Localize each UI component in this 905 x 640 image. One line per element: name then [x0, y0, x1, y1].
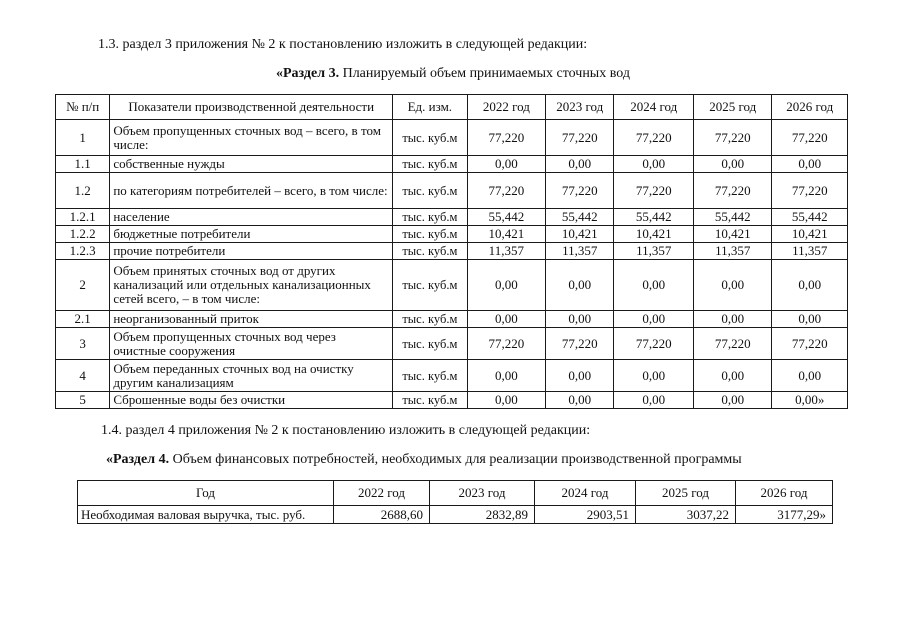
- row-unit: тыс. куб.м: [393, 173, 467, 209]
- row-indicator: неорганизованный приток: [110, 311, 393, 328]
- value-2022: 0,00: [467, 360, 545, 392]
- table-row: [56, 392, 848, 409]
- section4-heading-text: Объем финансовых потребностей, необходимых для реализации производственной программы: [169, 452, 742, 467]
- table-row: [56, 120, 848, 156]
- row-number: 1.2.2: [56, 226, 110, 243]
- col-header-year: Год: [78, 481, 334, 506]
- value-2022: 0,00: [467, 156, 545, 173]
- row-unit: тыс. куб.м: [393, 328, 467, 360]
- value-2026: 0,00»: [772, 392, 848, 409]
- value-2026: 77,220: [772, 328, 848, 360]
- value-2025: 11,357: [693, 243, 771, 260]
- row-number: 4: [56, 360, 110, 392]
- section3-heading-bold: «Раздел 3.: [276, 66, 340, 81]
- value-2024: 55,442: [614, 209, 694, 226]
- row-indicator: Объем пропущенных сточных вод через очистные сооружения: [110, 328, 393, 360]
- value-2023: 10,421: [546, 226, 614, 243]
- value-2026: 0,00: [772, 360, 848, 392]
- col-header-2025: 2025 год: [636, 481, 736, 506]
- value-2023: 55,442: [546, 209, 614, 226]
- value-2023: 0,00: [546, 360, 614, 392]
- value-2022: 0,00: [467, 311, 545, 328]
- col-header-2023: 2023 год: [430, 481, 535, 506]
- row-number: 1.2.3: [56, 243, 110, 260]
- row-number: 1.2.1: [56, 209, 110, 226]
- value-2024: 77,220: [614, 173, 694, 209]
- table-header-row: [78, 481, 833, 506]
- value-2025: 77,220: [693, 120, 771, 156]
- value-2023: 0,00: [546, 311, 614, 328]
- row-indicator: Объем пропущенных сточных вод – всего, в том числе:: [110, 120, 393, 156]
- value-2025: 77,220: [693, 328, 771, 360]
- col-header-2023: 2023 год: [546, 95, 614, 120]
- col-header-number: № п/п: [56, 95, 110, 120]
- section3-table: [55, 94, 848, 409]
- table-row: [56, 156, 848, 173]
- section4-heading: [106, 452, 742, 468]
- value-2025: 0,00: [693, 311, 771, 328]
- value-2026: 77,220: [772, 173, 848, 209]
- value-2023: 2832,89: [430, 506, 535, 524]
- col-header-2022: 2022 год: [334, 481, 430, 506]
- value-2024: 0,00: [614, 260, 694, 311]
- value-2023: 0,00: [546, 260, 614, 311]
- value-2025: 55,442: [693, 209, 771, 226]
- row-indicator: население: [110, 209, 393, 226]
- value-2024: 77,220: [614, 328, 694, 360]
- col-header-2024: 2024 год: [535, 481, 636, 506]
- section4-table: [77, 480, 833, 524]
- col-header-indicator: Показатели производственной деятельности: [110, 95, 393, 120]
- table-row: [56, 173, 848, 209]
- value-2025: 0,00: [693, 360, 771, 392]
- section3-heading: [276, 66, 630, 82]
- table-row: [56, 260, 848, 311]
- table-row: [56, 328, 848, 360]
- value-2026: 0,00: [772, 156, 848, 173]
- value-2022: 77,220: [467, 328, 545, 360]
- section4-intro: 1.4. раздел 4 приложения № 2 к постановлению изложить в следующей редакции:: [101, 423, 591, 438]
- table-row: [56, 311, 848, 328]
- value-2022: 0,00: [467, 392, 545, 409]
- table-row: [56, 360, 848, 392]
- row-indicator: Необходимая валовая выручка, тыс. руб.: [78, 506, 334, 524]
- value-2022: 55,442: [467, 209, 545, 226]
- value-2026: 10,421: [772, 226, 848, 243]
- value-2023: 77,220: [546, 120, 614, 156]
- row-unit: тыс. куб.м: [393, 260, 467, 311]
- row-number: 5: [56, 392, 110, 409]
- value-2025: 0,00: [693, 260, 771, 311]
- table-row: [56, 243, 848, 260]
- value-2026: 0,00: [772, 260, 848, 311]
- value-2022: 2688,60: [334, 506, 430, 524]
- value-2026: 77,220: [772, 120, 848, 156]
- table-row: [56, 209, 848, 226]
- value-2022: 11,357: [467, 243, 545, 260]
- value-2026: 11,357: [772, 243, 848, 260]
- section3-intro: 1.3. раздел 3 приложения № 2 к постановлению изложить в следующей редакции:: [98, 37, 588, 52]
- value-2024: 11,357: [614, 243, 694, 260]
- value-2022: 0,00: [467, 260, 545, 311]
- value-2023: 0,00: [546, 156, 614, 173]
- row-indicator: собственные нужды: [110, 156, 393, 173]
- value-2024: 0,00: [614, 156, 694, 173]
- value-2026: 3177,29»: [736, 506, 833, 524]
- row-unit: тыс. куб.м: [393, 226, 467, 243]
- row-indicator: Объем принятых сточных вод от других канализаций или отдельных канализационных сетей всего, – в том числе:: [110, 260, 393, 311]
- row-unit: тыс. куб.м: [393, 392, 467, 409]
- row-unit: тыс. куб.м: [393, 120, 467, 156]
- table-header-row: [56, 95, 848, 120]
- value-2024: 77,220: [614, 120, 694, 156]
- row-number: 3: [56, 328, 110, 360]
- row-number: 1: [56, 120, 110, 156]
- value-2026: 0,00: [772, 311, 848, 328]
- value-2024: 10,421: [614, 226, 694, 243]
- col-header-2025: 2025 год: [693, 95, 771, 120]
- row-indicator: бюджетные потребители: [110, 226, 393, 243]
- value-2022: 77,220: [467, 173, 545, 209]
- value-2025: 3037,22: [636, 506, 736, 524]
- value-2024: 0,00: [614, 392, 694, 409]
- row-unit: тыс. куб.м: [393, 209, 467, 226]
- value-2022: 77,220: [467, 120, 545, 156]
- value-2025: 77,220: [693, 173, 771, 209]
- table-row: [78, 506, 833, 524]
- row-indicator: Объем переданных сточных вод на очистку другим канализациям: [110, 360, 393, 392]
- col-header-2026: 2026 год: [772, 95, 848, 120]
- section4-heading-bold: «Раздел 4.: [106, 452, 170, 467]
- row-unit: тыс. куб.м: [393, 360, 467, 392]
- value-2023: 77,220: [546, 328, 614, 360]
- value-2023: 11,357: [546, 243, 614, 260]
- row-number: 2.1: [56, 311, 110, 328]
- value-2026: 55,442: [772, 209, 848, 226]
- value-2022: 10,421: [467, 226, 545, 243]
- value-2024: 0,00: [614, 360, 694, 392]
- section3-heading-text: Планируемый объем принимаемых сточных вод: [339, 66, 630, 81]
- row-indicator: прочие потребители: [110, 243, 393, 260]
- value-2024: 2903,51: [535, 506, 636, 524]
- col-header-2024: 2024 год: [614, 95, 694, 120]
- value-2024: 0,00: [614, 311, 694, 328]
- value-2025: 0,00: [693, 156, 771, 173]
- value-2025: 0,00: [693, 392, 771, 409]
- value-2023: 0,00: [546, 392, 614, 409]
- col-header-2026: 2026 год: [736, 481, 833, 506]
- row-unit: тыс. куб.м: [393, 156, 467, 173]
- row-unit: тыс. куб.м: [393, 311, 467, 328]
- value-2023: 77,220: [546, 173, 614, 209]
- row-indicator: Сброшенные воды без очистки: [110, 392, 393, 409]
- row-indicator: по категориям потребителей – всего, в том числе:: [110, 173, 393, 209]
- row-number: 2: [56, 260, 110, 311]
- row-unit: тыс. куб.м: [393, 243, 467, 260]
- table-row: [56, 226, 848, 243]
- value-2025: 10,421: [693, 226, 771, 243]
- col-header-2022: 2022 год: [467, 95, 545, 120]
- row-number: 1.2: [56, 173, 110, 209]
- col-header-unit: Ед. изм.: [393, 95, 467, 120]
- row-number: 1.1: [56, 156, 110, 173]
